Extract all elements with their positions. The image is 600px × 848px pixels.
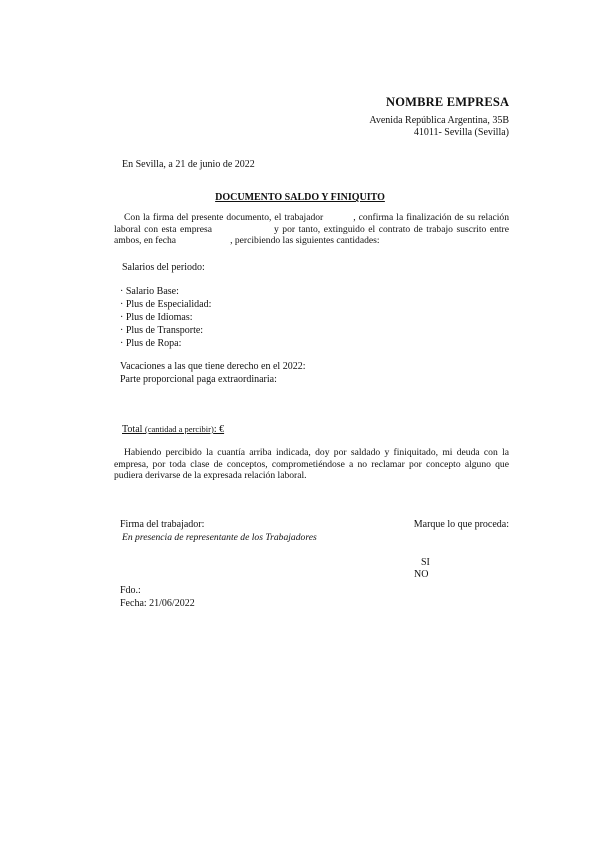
firma-label: Firma del trabajador: — [120, 519, 205, 530]
marque-label: Marque lo que proceda: — [413, 519, 509, 530]
list-item: · Salario Base: — [120, 286, 179, 297]
document-title: DOCUMENTO SALDO Y FINIQUITO — [215, 192, 385, 203]
company-address-street: Avenida República Argentina, 35B — [369, 115, 509, 126]
paga-extra-line: Parte proporcional paga extraordinaria: — [120, 374, 277, 385]
intro-paragraph — [114, 212, 509, 247]
total-label: Total — [122, 424, 143, 435]
total-sub: (cantidad a percibir) — [144, 424, 214, 434]
place-date: En Sevilla, a 21 de junio de 2022 — [122, 159, 255, 170]
fecha-line: Fecha: 21/06/2022 — [120, 598, 195, 609]
fdo-label: Fdo.: — [120, 585, 141, 596]
list-item: · Plus de Ropa: — [120, 338, 182, 349]
list-item: · Plus de Idiomas: — [120, 312, 193, 323]
option-si: SI — [421, 557, 430, 568]
vacaciones-line: Vacaciones a las que tiene derecho en el 2022: — [120, 361, 306, 372]
intro-part-4: , percibiendo las siguientes cantidades: — [230, 235, 380, 246]
closing-text: Habiendo percibido la cuantía arriba indicada, doy por saldado y finiquitado, mi deuda con la empresa, por toda clase de conceptos, comprometiéndose a no reclamar por concepto alguno que pudiera derivarse de la expresada relación laboral. — [114, 447, 509, 481]
option-no: NO — [414, 569, 429, 580]
list-item: · Plus de Especialidad: — [120, 299, 212, 310]
salary-items-list — [120, 285, 211, 350]
intro-part-3: y por tanto, extinguido el contrato de trabajo suscrito entre ambos, en fecha — [114, 223, 510, 246]
presencia-text: En presencia de representante de los Trabajadores — [122, 532, 317, 543]
intro-part-1: Con la firma del presente documento, el trabajador — [124, 212, 324, 223]
total-line — [122, 424, 224, 435]
list-item: · Plus de Transporte: — [120, 325, 204, 336]
salarios-label: Salarios del periodo: — [122, 262, 205, 273]
company-address-city: 41011- Sevilla (Sevilla) — [413, 127, 509, 138]
closing-paragraph — [114, 447, 509, 482]
intro-part-2: , confirma la finalización de su relación laboral con esta empresa — [114, 212, 509, 235]
total-suffix: : € — [213, 424, 225, 435]
company-name: NOMBRE EMPRESA — [386, 95, 510, 109]
